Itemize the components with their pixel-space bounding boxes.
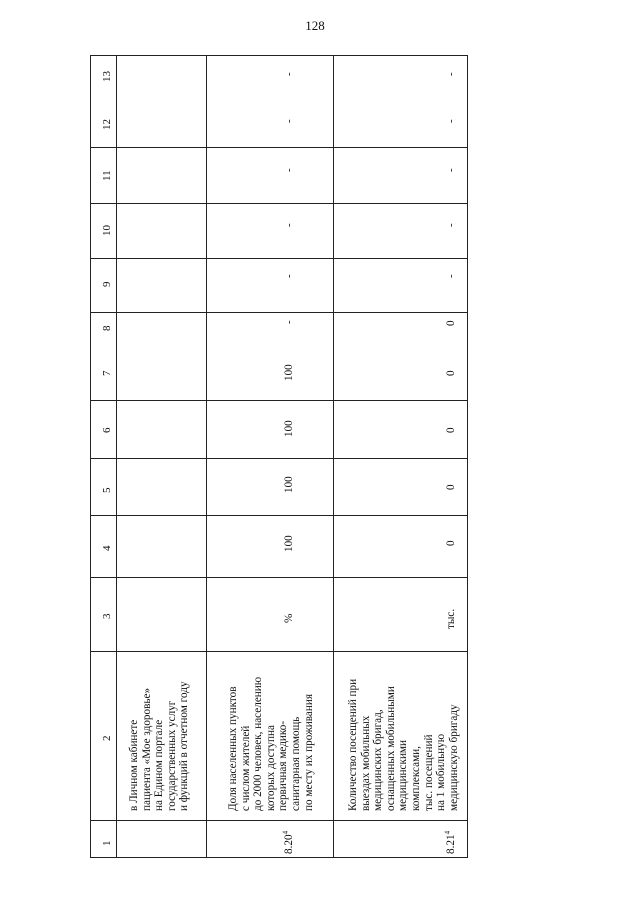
value-cell: 0 bbox=[445, 484, 457, 490]
value-cell: 100 bbox=[283, 364, 295, 381]
indicator-text: Доля населенных пунктов с числом жителей до 2000 человек, населению которых доступна первичная медико- санитарная помощь по месту их проживания bbox=[227, 676, 315, 811]
header-cell: 12 bbox=[101, 119, 113, 130]
value-cell: 100 bbox=[283, 535, 295, 552]
table-row-separator bbox=[116, 56, 117, 857]
value-cell: - bbox=[283, 168, 295, 172]
page-number: 128 bbox=[305, 18, 325, 33]
row-code: 8.21$^4$ bbox=[443, 830, 457, 854]
table-column-separator bbox=[91, 458, 467, 459]
table-column-separator bbox=[91, 312, 467, 313]
table-column-separator bbox=[91, 147, 467, 148]
value-cell: - bbox=[283, 223, 295, 227]
value-cell: - bbox=[283, 72, 295, 76]
header-cell: 13 bbox=[101, 71, 113, 82]
row-code: 8.20$^4$ bbox=[281, 830, 295, 854]
table-column-separator bbox=[91, 258, 467, 259]
unit-cell: тыс. bbox=[445, 608, 457, 629]
value-cell: - bbox=[283, 320, 295, 324]
value-cell: 0 bbox=[445, 320, 457, 326]
value-cell: - bbox=[283, 274, 295, 278]
table-column-separator bbox=[91, 203, 467, 204]
header-cell: 11 bbox=[101, 170, 113, 181]
value-cell: - bbox=[445, 274, 457, 278]
header-cell: 4 bbox=[101, 545, 113, 551]
value-cell: 0 bbox=[445, 427, 457, 433]
table-column-separator bbox=[91, 400, 467, 401]
table-column-separator bbox=[91, 651, 467, 652]
table-row-separator bbox=[206, 56, 207, 857]
table-column-separator bbox=[91, 577, 467, 578]
value-cell: 100 bbox=[283, 476, 295, 493]
indicator-text: в Личном кабинете пациента «Мое здоровье» на Едином портале государственных услуг и функций в отчетном году bbox=[128, 681, 191, 811]
header-cell: 8 bbox=[101, 325, 113, 331]
header-cell: 10 bbox=[101, 225, 113, 236]
data-table bbox=[90, 55, 468, 858]
value-cell: - bbox=[283, 119, 295, 123]
value-cell: 0 bbox=[445, 370, 457, 376]
value-cell: - bbox=[445, 72, 457, 76]
header-cell: 6 bbox=[101, 427, 113, 433]
header-cell: 5 bbox=[101, 487, 113, 493]
value-cell: 100 bbox=[283, 420, 295, 437]
table-column-separator bbox=[91, 515, 467, 516]
value-cell: - bbox=[445, 119, 457, 123]
header-cell: 7 bbox=[101, 370, 113, 376]
value-cell: 0 bbox=[445, 540, 457, 546]
header-cell: 1 bbox=[101, 840, 113, 846]
indicator-text: Количество посещений при выездах мобильных медицинских бригад, оснащенных мобильными медицинскими комплексами, тыс. посещений на 1 мобильную медицинскую бригаду bbox=[347, 678, 460, 811]
unit-cell: % bbox=[283, 613, 295, 623]
header-cell: 2 bbox=[101, 735, 113, 741]
header-cell: 3 bbox=[101, 613, 113, 619]
value-cell: - bbox=[445, 223, 457, 227]
table-row-separator bbox=[333, 56, 334, 857]
table-column-separator bbox=[91, 820, 467, 821]
header-cell: 9 bbox=[101, 281, 113, 287]
value-cell: - bbox=[445, 168, 457, 172]
